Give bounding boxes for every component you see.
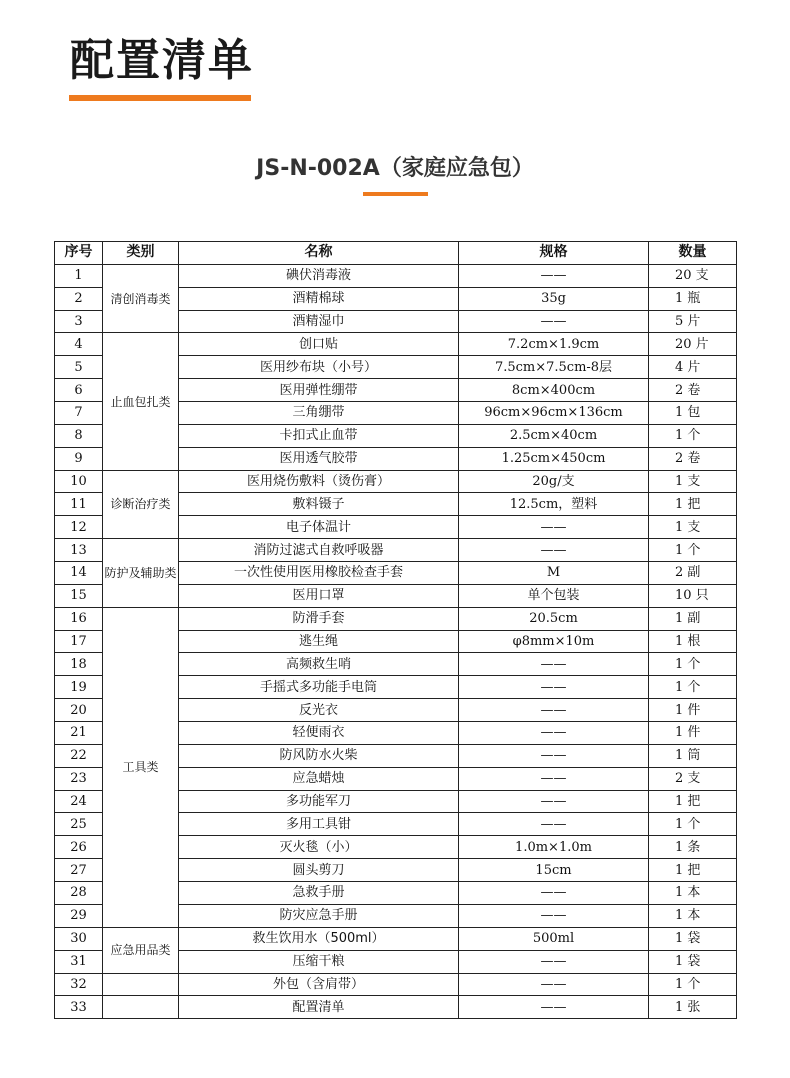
product-subtitle: JS-N-002A（家庭应急包） (256, 156, 534, 181)
item-qty: 1 个 (649, 676, 737, 699)
item-name: 酒精棉球 (179, 287, 459, 310)
item-spec: 7.2cm×1.9cm (459, 333, 649, 356)
item-name: 防灾应急手册 (179, 904, 459, 927)
row-number: 15 (55, 584, 103, 607)
row-number: 21 (55, 722, 103, 745)
item-name: 轻便雨衣 (179, 722, 459, 745)
item-name: 防风防水火柴 (179, 744, 459, 767)
item-name: 医用弹性绷带 (179, 379, 459, 402)
header-category: 类别 (103, 242, 179, 265)
category-cell: 清创消毒类 (103, 264, 179, 333)
item-qty: 1 根 (649, 630, 737, 653)
item-spec: φ8mm×10m (459, 630, 649, 653)
row-number: 23 (55, 767, 103, 790)
item-name: 手摇式多功能手电筒 (179, 676, 459, 699)
row-number: 8 (55, 424, 103, 447)
category-cell: 防护及辅助类 (103, 539, 179, 608)
table-row (55, 333, 737, 356)
row-number: 6 (55, 379, 103, 402)
item-qty: 1 副 (649, 607, 737, 630)
item-spec: 20g/支 (459, 470, 649, 493)
row-number: 26 (55, 836, 103, 859)
header-spec: 规格 (459, 242, 649, 265)
item-spec: —— (459, 310, 649, 333)
item-name: 防滑手套 (179, 607, 459, 630)
row-number: 11 (55, 493, 103, 516)
subtitle-underline (363, 192, 428, 196)
item-qty: 1 把 (649, 859, 737, 882)
row-number: 33 (55, 996, 103, 1019)
item-name: 压缩干粮 (179, 950, 459, 973)
item-spec: 12.5cm，塑料 (459, 493, 649, 516)
item-spec: —— (459, 950, 649, 973)
item-name: 三角绷带 (179, 402, 459, 425)
item-spec: 1.0m×1.0m (459, 836, 649, 859)
item-qty: 1 件 (649, 699, 737, 722)
item-qty: 1 把 (649, 493, 737, 516)
item-spec: M (459, 562, 649, 585)
item-name: 消防过滤式自救呼吸器 (179, 539, 459, 562)
item-qty: 1 把 (649, 790, 737, 813)
row-number: 20 (55, 699, 103, 722)
item-spec: —— (459, 516, 649, 539)
item-qty: 4 片 (649, 356, 737, 379)
config-table (54, 241, 737, 1019)
item-qty: 1 支 (649, 516, 737, 539)
item-spec: —— (459, 996, 649, 1019)
row-number: 3 (55, 310, 103, 333)
item-qty: 1 本 (649, 882, 737, 905)
item-qty: 5 片 (649, 310, 737, 333)
item-spec: 8cm×400cm (459, 379, 649, 402)
item-spec: —— (459, 264, 649, 287)
item-spec: 1.25cm×450cm (459, 447, 649, 470)
row-number: 30 (55, 927, 103, 950)
item-qty: 1 支 (649, 470, 737, 493)
page-title: 配置清单 (70, 35, 254, 86)
item-name: 卡扣式止血带 (179, 424, 459, 447)
row-number: 19 (55, 676, 103, 699)
item-name: 灭火毯（小） (179, 836, 459, 859)
category-cell: 止血包扎类 (103, 333, 179, 470)
row-number: 4 (55, 333, 103, 356)
item-name: 碘伏消毒液 (179, 264, 459, 287)
table-row (55, 973, 737, 996)
header-no: 序号 (55, 242, 103, 265)
item-spec: 96cm×96cm×136cm (459, 402, 649, 425)
item-qty: 1 个 (649, 813, 737, 836)
item-name: 医用烧伤敷料（烫伤膏） (179, 470, 459, 493)
item-qty: 2 卷 (649, 379, 737, 402)
item-name: 外包（含肩带） (179, 973, 459, 996)
item-name: 医用口罩 (179, 584, 459, 607)
item-name: 应急蜡烛 (179, 767, 459, 790)
item-qty: 2 卷 (649, 447, 737, 470)
item-name: 创口贴 (179, 333, 459, 356)
table-row (55, 539, 737, 562)
row-number: 10 (55, 470, 103, 493)
item-qty: 1 瓶 (649, 287, 737, 310)
row-number: 22 (55, 744, 103, 767)
item-qty: 1 个 (649, 424, 737, 447)
category-cell: 诊断治疗类 (103, 470, 179, 539)
item-qty: 20 片 (649, 333, 737, 356)
row-number: 7 (55, 402, 103, 425)
item-qty: 1 件 (649, 722, 737, 745)
item-spec: —— (459, 676, 649, 699)
item-qty: 2 支 (649, 767, 737, 790)
item-qty: 1 条 (649, 836, 737, 859)
item-name: 急救手册 (179, 882, 459, 905)
item-name: 配置清单 (179, 996, 459, 1019)
item-qty: 1 张 (649, 996, 737, 1019)
item-qty: 1 个 (649, 539, 737, 562)
item-qty: 1 本 (649, 904, 737, 927)
table-row (55, 607, 737, 630)
item-qty: 1 袋 (649, 950, 737, 973)
item-spec: 35g (459, 287, 649, 310)
row-number: 1 (55, 264, 103, 287)
item-qty: 10 只 (649, 584, 737, 607)
row-number: 5 (55, 356, 103, 379)
category-cell (103, 996, 179, 1019)
category-cell: 工具类 (103, 607, 179, 927)
table-row (55, 470, 737, 493)
category-cell: 应急用品类 (103, 927, 179, 973)
title-underline (69, 95, 251, 101)
item-name: 反光衣 (179, 699, 459, 722)
row-number: 14 (55, 562, 103, 585)
row-number: 13 (55, 539, 103, 562)
table-header-row (55, 242, 737, 265)
item-spec: —— (459, 973, 649, 996)
item-spec: 7.5cm×7.5cm-8层 (459, 356, 649, 379)
item-spec: 500ml (459, 927, 649, 950)
item-qty: 1 袋 (649, 927, 737, 950)
header-qty: 数量 (649, 242, 737, 265)
row-number: 32 (55, 973, 103, 996)
table-row (55, 264, 737, 287)
item-name: 圆头剪刀 (179, 859, 459, 882)
row-number: 9 (55, 447, 103, 470)
row-number: 27 (55, 859, 103, 882)
item-name: 医用纱布块（小号） (179, 356, 459, 379)
item-spec: —— (459, 790, 649, 813)
row-number: 17 (55, 630, 103, 653)
row-number: 31 (55, 950, 103, 973)
item-name: 一次性使用医用橡胶检查手套 (179, 562, 459, 585)
item-name: 多用工具钳 (179, 813, 459, 836)
row-number: 18 (55, 653, 103, 676)
item-spec: 2.5cm×40cm (459, 424, 649, 447)
item-qty: 1 个 (649, 973, 737, 996)
header-name: 名称 (179, 242, 459, 265)
item-spec: —— (459, 813, 649, 836)
item-qty: 1 包 (649, 402, 737, 425)
item-name: 多功能军刀 (179, 790, 459, 813)
item-spec: 20.5cm (459, 607, 649, 630)
item-spec: —— (459, 882, 649, 905)
item-name: 酒精湿巾 (179, 310, 459, 333)
item-spec: 单个包装 (459, 584, 649, 607)
row-number: 28 (55, 882, 103, 905)
item-qty: 20 支 (649, 264, 737, 287)
row-number: 16 (55, 607, 103, 630)
row-number: 24 (55, 790, 103, 813)
item-spec: 15cm (459, 859, 649, 882)
item-name: 高频救生哨 (179, 653, 459, 676)
table-body (55, 264, 737, 1018)
item-qty: 2 副 (649, 562, 737, 585)
row-number: 12 (55, 516, 103, 539)
item-name: 救生饮用水（500ml） (179, 927, 459, 950)
category-cell (103, 973, 179, 996)
item-spec: —— (459, 539, 649, 562)
table-row (55, 927, 737, 950)
item-name: 逃生绳 (179, 630, 459, 653)
item-spec: —— (459, 722, 649, 745)
item-qty: 1 个 (649, 653, 737, 676)
item-spec: —— (459, 744, 649, 767)
item-name: 电子体温计 (179, 516, 459, 539)
row-number: 29 (55, 904, 103, 927)
row-number: 25 (55, 813, 103, 836)
item-qty: 1 筒 (649, 744, 737, 767)
item-name: 医用透气胶带 (179, 447, 459, 470)
item-spec: —— (459, 699, 649, 722)
item-name: 敷料镊子 (179, 493, 459, 516)
item-spec: —— (459, 904, 649, 927)
table-row (55, 996, 737, 1019)
item-spec: —— (459, 653, 649, 676)
item-spec: —— (459, 767, 649, 790)
row-number: 2 (55, 287, 103, 310)
